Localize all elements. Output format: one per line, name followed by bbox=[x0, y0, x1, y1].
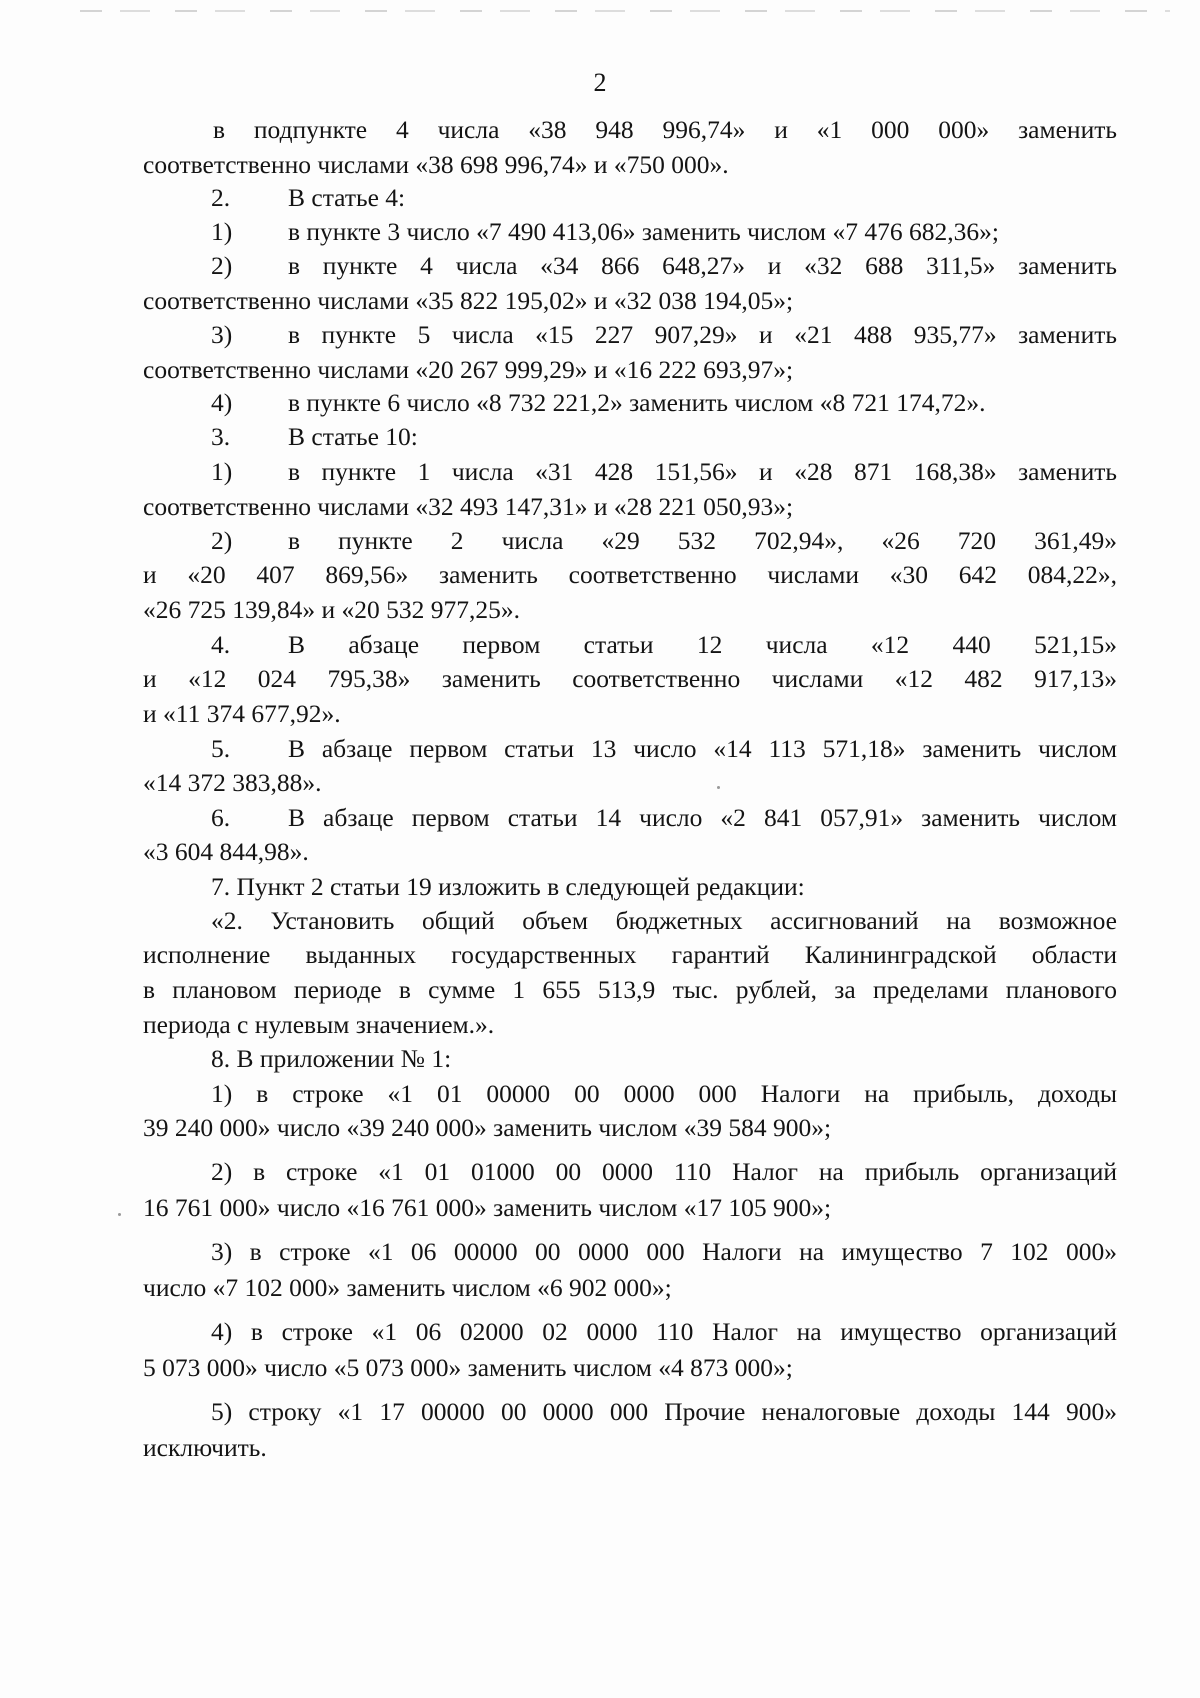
scan-edge-artifact bbox=[80, 10, 1170, 12]
list-number: 2. bbox=[211, 183, 231, 212]
text-line: «14 372 383,88». bbox=[143, 768, 322, 797]
text-line: соответственно числами «35 822 195,02» и «32 038 194,05»; bbox=[143, 286, 794, 315]
text-line: 7. Пункт 2 статьи 19 изложить в следующей редакции: bbox=[211, 872, 805, 901]
text-line: В статье 4: bbox=[288, 183, 406, 212]
list-number: 5. bbox=[211, 734, 231, 763]
text-line: 16 761 000» число «16 761 000» заменить числом «17 105 900»; bbox=[143, 1193, 832, 1222]
list-number: 1) bbox=[211, 217, 233, 246]
list-number: 2) bbox=[211, 526, 233, 555]
text-line: и «12 024 795,38» заменить соответственно числами «12 482 917,13» bbox=[143, 664, 1117, 693]
list-number: 4. bbox=[211, 630, 231, 659]
list-number: 3) bbox=[211, 320, 233, 349]
text-line: соответственно числами «20 267 999,29» и «16 222 693,97»; bbox=[143, 355, 794, 384]
text-line: исполнение выданных государственных гарантий Калининградской области bbox=[143, 940, 1117, 969]
text-line: В абзаце первом статьи 12 числа «12 440 521,15» bbox=[288, 630, 1117, 659]
text-line: в пункте 1 числа «31 428 151,56» и «28 871 168,38» заменить bbox=[288, 457, 1117, 486]
text-line: 39 240 000» число «39 240 000» заменить числом «39 584 900»; bbox=[143, 1113, 832, 1142]
list-number: 1) bbox=[211, 457, 233, 486]
text-line: в пункте 4 числа «34 866 648,27» и «32 688 311,5» заменить bbox=[288, 251, 1117, 280]
text-line: соответственно числами «32 493 147,31» и «28 221 050,93»; bbox=[143, 492, 794, 521]
text-line: «2. Установить общий объем бюджетных ассигнований на возможное bbox=[211, 906, 1117, 935]
text-line: В абзаце первом статьи 13 число «14 113 571,18» заменить числом bbox=[288, 734, 1117, 763]
text-line: исключить. bbox=[143, 1433, 267, 1462]
text-line: в пункте 6 число «8 732 221,2» заменить числом «8 721 174,72». bbox=[288, 388, 986, 417]
list-number: 2) bbox=[211, 251, 233, 280]
text-line: и «20 407 869,56» заменить соответственно числами «30 642 084,22», bbox=[143, 560, 1117, 589]
text-line: 8. В приложении № 1: bbox=[211, 1044, 452, 1073]
text-line: «3 604 844,98». bbox=[143, 837, 309, 866]
text-line: число «7 102 000» заменить числом «6 902 000»; bbox=[143, 1273, 672, 1302]
list-number: 3. bbox=[211, 422, 231, 451]
text-line: и «11 374 677,92». bbox=[143, 699, 341, 728]
scan-speck bbox=[118, 1213, 121, 1216]
text-line: 5) строку «1 17 00000 00 0000 000 Прочие неналоговые доходы 144 900» bbox=[211, 1397, 1117, 1426]
text-line: в пункте 2 числа «29 532 702,94», «26 720 361,49» bbox=[288, 526, 1117, 555]
text-line: в пункте 5 числа «15 227 907,29» и «21 488 935,77» заменить bbox=[288, 320, 1117, 349]
text-line: «26 725 139,84» и «20 532 977,25». bbox=[143, 595, 521, 624]
text-line: 5 073 000» число «5 073 000» заменить числом «4 873 000»; bbox=[143, 1353, 793, 1382]
text-line: 3) в строке «1 06 00000 00 0000 000 Налоги на имущество 7 102 000» bbox=[211, 1237, 1117, 1266]
page-number: 2 bbox=[593, 68, 607, 97]
text-line: в подпункте 4 числа «38 948 996,74» и «1 000 000» заменить bbox=[213, 115, 1117, 144]
text-line: В статье 10: bbox=[288, 422, 418, 451]
text-line: в плановом периоде в сумме 1 655 513,9 тыс. рублей, за пределами планового bbox=[143, 975, 1117, 1004]
list-number: 6. bbox=[211, 803, 231, 832]
text-line: периода с нулевым значением.». bbox=[143, 1010, 495, 1039]
text-line: В абзаце первом статьи 14 число «2 841 057,91» заменить числом bbox=[288, 803, 1117, 832]
text-line: соответственно числами «38 698 996,74» и «750 000». bbox=[143, 150, 729, 179]
text-line: 1) в строке «1 01 00000 00 0000 000 Налоги на прибыль, доходы bbox=[211, 1079, 1117, 1108]
list-number: 4) bbox=[211, 388, 233, 417]
text-line: 2) в строке «1 01 01000 00 0000 110 Налог на прибыль организаций bbox=[211, 1157, 1117, 1186]
text-line: 4) в строке «1 06 02000 02 0000 110 Налог на имущество организаций bbox=[211, 1317, 1117, 1346]
text-line: в пункте 3 число «7 490 413,06» заменить числом «7 476 682,36»; bbox=[288, 217, 999, 246]
